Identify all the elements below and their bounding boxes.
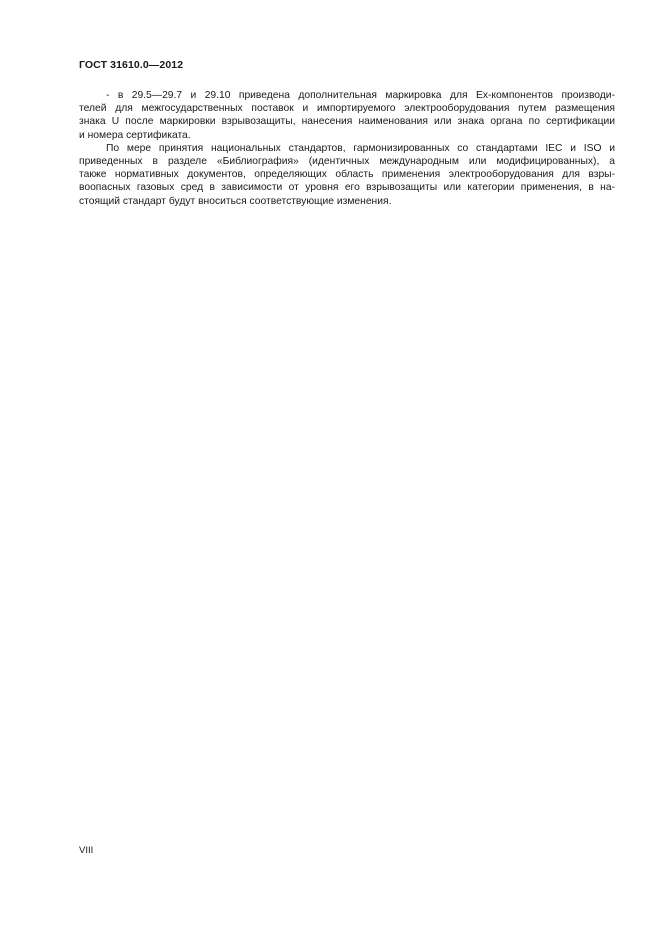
text-line: приведенных в разделе «Библиография» (идентичных международным или модифицированных), а bbox=[79, 156, 615, 168]
text-line: также нормативных документов, определяющих область применения электрооборудования для взры- bbox=[79, 169, 615, 181]
paragraph-2 bbox=[79, 142, 615, 208]
text-line: телей для межгосударственных поставок и импортируемого электрооборудования путем размещения bbox=[79, 103, 615, 115]
text-line: По мере принятия национальных стандартов, гармонизированных со стандартами IEC и ISO и bbox=[106, 142, 615, 154]
text-line: стоящий стандарт будут вноситься соответствующие изменения. bbox=[79, 195, 392, 207]
text-line: и номера сертификата. bbox=[79, 129, 191, 141]
paragraph-1 bbox=[79, 89, 615, 142]
text-line: - в 29.5—29.7 и 29.10 приведена дополнительная маркировка для Ex-компонентов производи- bbox=[106, 90, 615, 101]
body-text bbox=[79, 89, 615, 208]
page-number: VIII bbox=[79, 845, 94, 856]
standard-header: ГОСТ 31610.0—2012 bbox=[79, 59, 184, 71]
text-line: воопасных газовых сред в зависимости от уровня его взрывозащиты или категории применения, в на- bbox=[79, 182, 615, 194]
text-line: знака U после маркировки взрывозащиты, нанесения наименования или знака органа по сертификации bbox=[79, 116, 615, 128]
